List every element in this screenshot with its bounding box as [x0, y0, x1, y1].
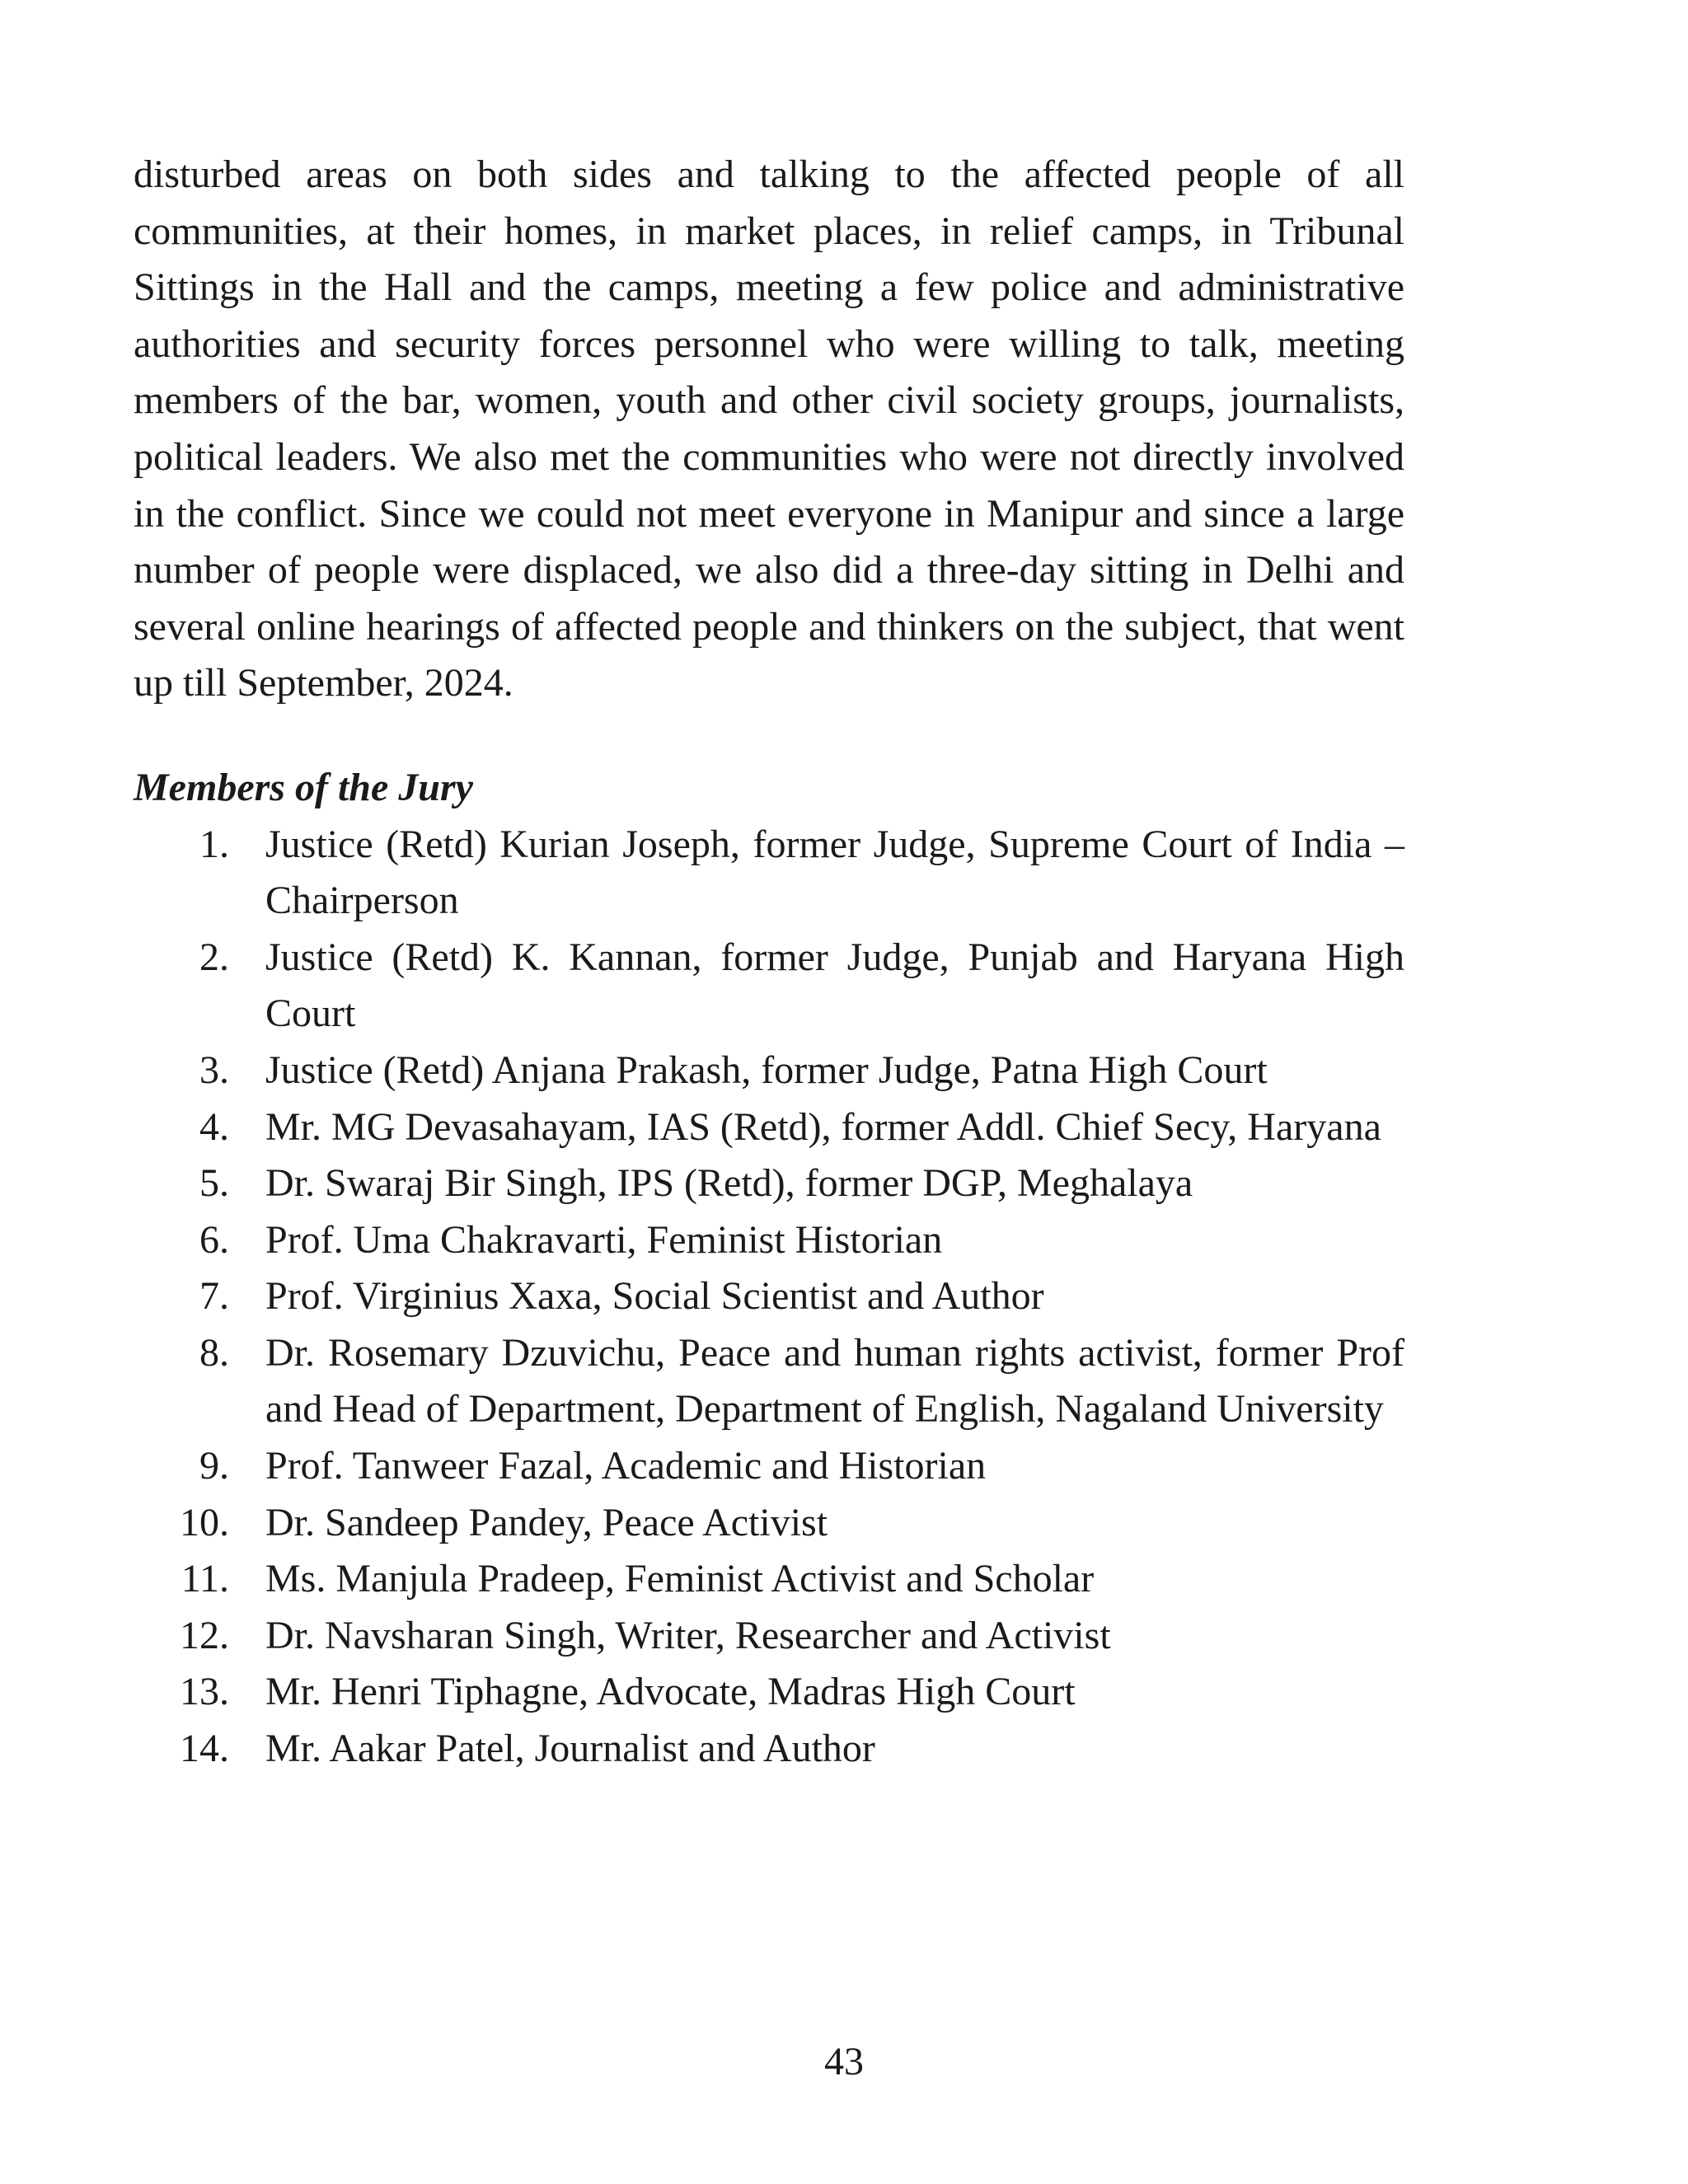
jury-member — [134, 1664, 1404, 1721]
list-number: 13. — [180, 1670, 229, 1714]
jury-member — [134, 1099, 1404, 1156]
list-number: 6. — [199, 1217, 229, 1262]
jury-member — [134, 1212, 1404, 1269]
jury-member-text: Prof. Uma Chakravarti, Feminist Historian — [265, 1217, 943, 1262]
intro-paragraph: disturbed areas on both sides and talking to the affected people of all communities, at their homes, in market places, in relief camps, in Tribunal Sittings in the Hall and the camps, meeting a few police and administrative authorities and security forces personnel who were willing to talk, meeting members of the bar, women, youth and other civil society groups, journalists, political leaders. We also met the communities who were not directly involved in the conflict. Since we could not meet everyone in Manipur and since a large number of people were displaced, we also did a three-day sitting in Delhi and several online hearings of affected people and thinkers on the subject, that went up till September, 2024. — [134, 152, 1404, 705]
jury-member — [134, 1438, 1404, 1495]
jury-member-text: Mr. Aakar Patel, Journalist and Author — [265, 1727, 875, 1771]
list-number: 4. — [199, 1104, 229, 1149]
list-number: 8. — [199, 1330, 229, 1375]
list-number: 1. — [199, 822, 229, 866]
jury-member-text: Prof. Tanweer Fazal, Academic and Historian — [265, 1444, 987, 1488]
jury-member — [134, 1155, 1404, 1212]
jury-list — [134, 817, 1404, 1778]
jury-heading: Members of the Jury — [134, 765, 473, 809]
jury-member — [134, 817, 1404, 930]
list-number: 5. — [199, 1161, 229, 1206]
jury-member — [134, 1043, 1404, 1099]
jury-member — [134, 1268, 1404, 1325]
list-number: 11. — [181, 1557, 229, 1601]
jury-member-text: Mr. MG Devasahayam, IAS (Retd), former Addl. Chief Secy, Haryana — [265, 1104, 1381, 1149]
jury-member-text: Justice (Retd) Kurian Joseph, former Judge, Supreme Court of India – Chairperson — [265, 822, 1404, 923]
jury-member — [134, 1325, 1404, 1438]
page-body — [134, 147, 1404, 1778]
list-number: 7. — [199, 1274, 229, 1319]
jury-member-text: Dr. Swaraj Bir Singh, IPS (Retd), former DGP, Meghalaya — [265, 1161, 1193, 1206]
jury-member-text: Dr. Sandeep Pandey, Peace Activist — [265, 1500, 828, 1544]
jury-member-text: Ms. Manjula Pradeep, Feminist Activist and Scholar — [265, 1557, 1095, 1601]
page-number: 43 — [824, 2040, 864, 2083]
jury-member — [134, 1721, 1404, 1778]
jury-member-text: Dr. Rosemary Dzuvichu, Peace and human rights activist, former Prof and Head of Department, Department of English, Nagaland University — [265, 1330, 1404, 1432]
list-number: 2. — [199, 935, 229, 979]
jury-member — [134, 1495, 1404, 1552]
jury-member-text: Justice (Retd) K. Kannan, former Judge, Punjab and Haryana High Court — [265, 935, 1404, 1036]
jury-member-text: Dr. Navsharan Singh, Writer, Researcher and Activist — [265, 1613, 1111, 1657]
list-number: 14. — [180, 1727, 229, 1771]
jury-member-text: Prof. Virginius Xaxa, Social Scientist and Author — [265, 1274, 1044, 1319]
jury-member-text: Mr. Henri Tiphagne, Advocate, Madras High Court — [265, 1670, 1076, 1714]
jury-member — [134, 930, 1404, 1043]
list-number: 9. — [199, 1444, 229, 1488]
list-number: 10. — [180, 1500, 229, 1544]
jury-member — [134, 1551, 1404, 1608]
jury-member — [134, 1608, 1404, 1665]
list-number: 3. — [199, 1047, 229, 1092]
jury-member-text: Justice (Retd) Anjana Prakash, former Judge, Patna High Court — [265, 1047, 1268, 1092]
list-number: 12. — [180, 1613, 229, 1657]
